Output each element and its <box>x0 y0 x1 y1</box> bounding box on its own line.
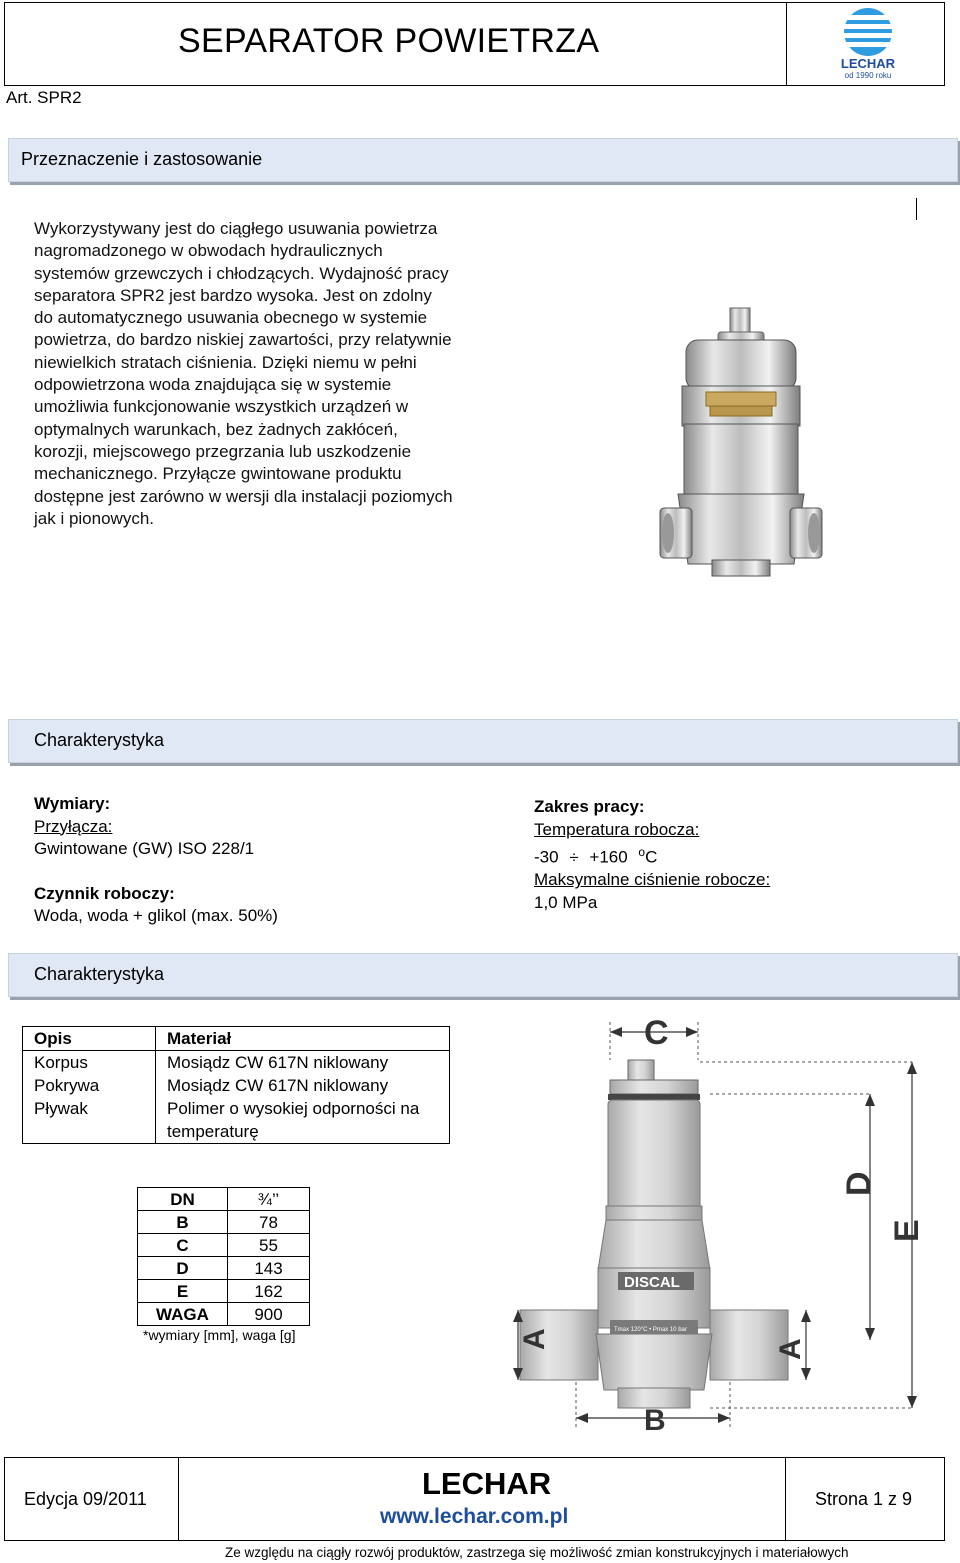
drawing-plate: Tmax 120°C • Pmax 10 bar <box>614 1327 687 1333</box>
medium-label: Czynnik roboczy: <box>34 883 175 903</box>
medium-value: Woda, woda + glikol (max. 50%) <box>34 906 278 925</box>
table-cell: Pokrywa <box>23 1074 156 1097</box>
dim-value: 900 <box>228 1303 310 1326</box>
table-row <box>138 1211 310 1234</box>
table-cell: Korpus <box>23 1051 156 1075</box>
table-cell: Pływak <box>23 1097 156 1144</box>
temperature-label: Temperatura robocza: <box>534 819 700 839</box>
drawing-brand: DISCAL <box>624 1274 680 1291</box>
footer-divider <box>785 1457 786 1541</box>
dim-key: DN <box>138 1188 228 1211</box>
section-header-materials <box>8 953 958 997</box>
dim-value: 55 <box>228 1234 310 1257</box>
section-header-characteristics <box>8 719 958 763</box>
footer-page-number: Strona 1 z 9 <box>815 1489 913 1509</box>
technical-drawing <box>510 1010 930 1435</box>
connections-label: Przyłącza: <box>34 816 113 836</box>
dim-value: 162 <box>228 1280 310 1303</box>
spec-left-column <box>34 793 278 928</box>
table-row <box>138 1234 310 1257</box>
table-row <box>138 1303 310 1326</box>
table-row <box>138 1280 310 1303</box>
dim-label-a-right: A <box>774 1338 807 1360</box>
dim-label-e: E <box>888 1219 926 1242</box>
table-cell: Mosiądz CW 617N niklowany <box>156 1051 450 1075</box>
table-cell: Mosiądz CW 617N niklowany <box>156 1074 450 1097</box>
pressure-value: 1,0 MPa <box>534 892 598 912</box>
temp-separator: ÷ <box>569 847 579 867</box>
text-cursor-mark <box>916 198 917 220</box>
logo-wordmark: LECHAR <box>840 56 896 71</box>
dim-label-b: B <box>644 1404 666 1435</box>
column-header-material: Materiał <box>156 1027 450 1051</box>
footer-disclaimer: Ze względu na ciągły rozwój produktów, zastrzega się możliwość zmian konstrukcyjnych i materiałowych <box>225 1545 849 1560</box>
dim-key: E <box>138 1280 228 1303</box>
column-header-description: Opis <box>23 1027 156 1051</box>
table-header-row <box>23 1027 450 1051</box>
dim-value: 78 <box>228 1211 310 1234</box>
dimensions-table <box>137 1187 310 1326</box>
logo-tagline: od 1990 roku <box>844 71 892 80</box>
range-label: Zakres pracy: <box>534 797 645 816</box>
dim-key: C <box>138 1234 228 1257</box>
article-number: Art. SPR2 <box>6 88 82 107</box>
pressure-label: Maksymalne ciśnienie robocze: <box>534 870 771 890</box>
temp-degree: o <box>638 845 646 859</box>
product-photo <box>656 296 826 586</box>
dim-value: ¾’’ <box>228 1188 310 1211</box>
dimensions-note: *wymiary [mm], waga [g] <box>143 1327 296 1343</box>
footer-edition: Edycja 09/2011 <box>24 1489 147 1509</box>
temp-from: -30 <box>534 847 559 867</box>
temperature-value <box>534 841 770 869</box>
dim-value: 143 <box>228 1257 310 1280</box>
spec-right-column <box>534 796 770 914</box>
dim-label-d: D <box>840 1171 878 1196</box>
dim-label-c: C <box>644 1014 669 1052</box>
product-description: Wykorzystywany jest do ciągłego usuwania powietrza nagromadzonego w obwodach hydraulicznych systemów grzewczych i chłodzących. Wydajność pracy separatora SPR2 jest bardzo wysoka. Jest on zdolny do automatycznego usuwania obecnego w systemie powietrza, do bardzo niskiej zawartości, przy relatywnie niewielkich stratach ciśnienia. Dzięki niemu w pełni odpowietrzona woda znajdująca się w systemie umożliwia funkcjonowanie wszystkich urządzeń w optymalnych warunkach, bez żadnych zakłóceń, korozji, miejscowego przegrzania lub uszkodzenie mechanicznego. Przyłącze gwintowane produktu dostępne jest zarówno w wersji dla instalacji poziomych jak i pionowych. <box>34 219 453 528</box>
footer-website-link[interactable]: www.lechar.com.pl <box>380 1505 569 1528</box>
dimensions-label: Wymiary: <box>34 794 111 813</box>
materials-table <box>22 1026 450 1144</box>
section-title: Charakterystyka <box>34 964 165 984</box>
table-row <box>23 1074 450 1097</box>
table-row <box>138 1188 310 1211</box>
connections-value: Gwintowane (GW) ISO 228/1 <box>34 839 255 858</box>
dim-label-a-left: A <box>518 1328 551 1350</box>
temp-unit: C <box>645 847 658 867</box>
dim-key: B <box>138 1211 228 1234</box>
dim-key: WAGA <box>138 1303 228 1326</box>
footer-divider <box>178 1457 179 1541</box>
temp-to: +160 <box>589 847 628 867</box>
table-cell: Polimer o wysokiej odporności na temperaturę <box>156 1097 450 1144</box>
section-header-purpose <box>8 138 958 182</box>
table-row <box>23 1097 450 1144</box>
dim-key: D <box>138 1257 228 1280</box>
footer-brand: LECHAR <box>422 1466 552 1501</box>
section-title: Przeznaczenie i zastosowanie <box>21 149 263 169</box>
header-divider <box>786 2 787 86</box>
table-row <box>138 1257 310 1280</box>
table-row <box>23 1051 450 1075</box>
document-title: SEPARATOR POWIETRZA <box>178 22 600 60</box>
section-title: Charakterystyka <box>34 730 165 750</box>
